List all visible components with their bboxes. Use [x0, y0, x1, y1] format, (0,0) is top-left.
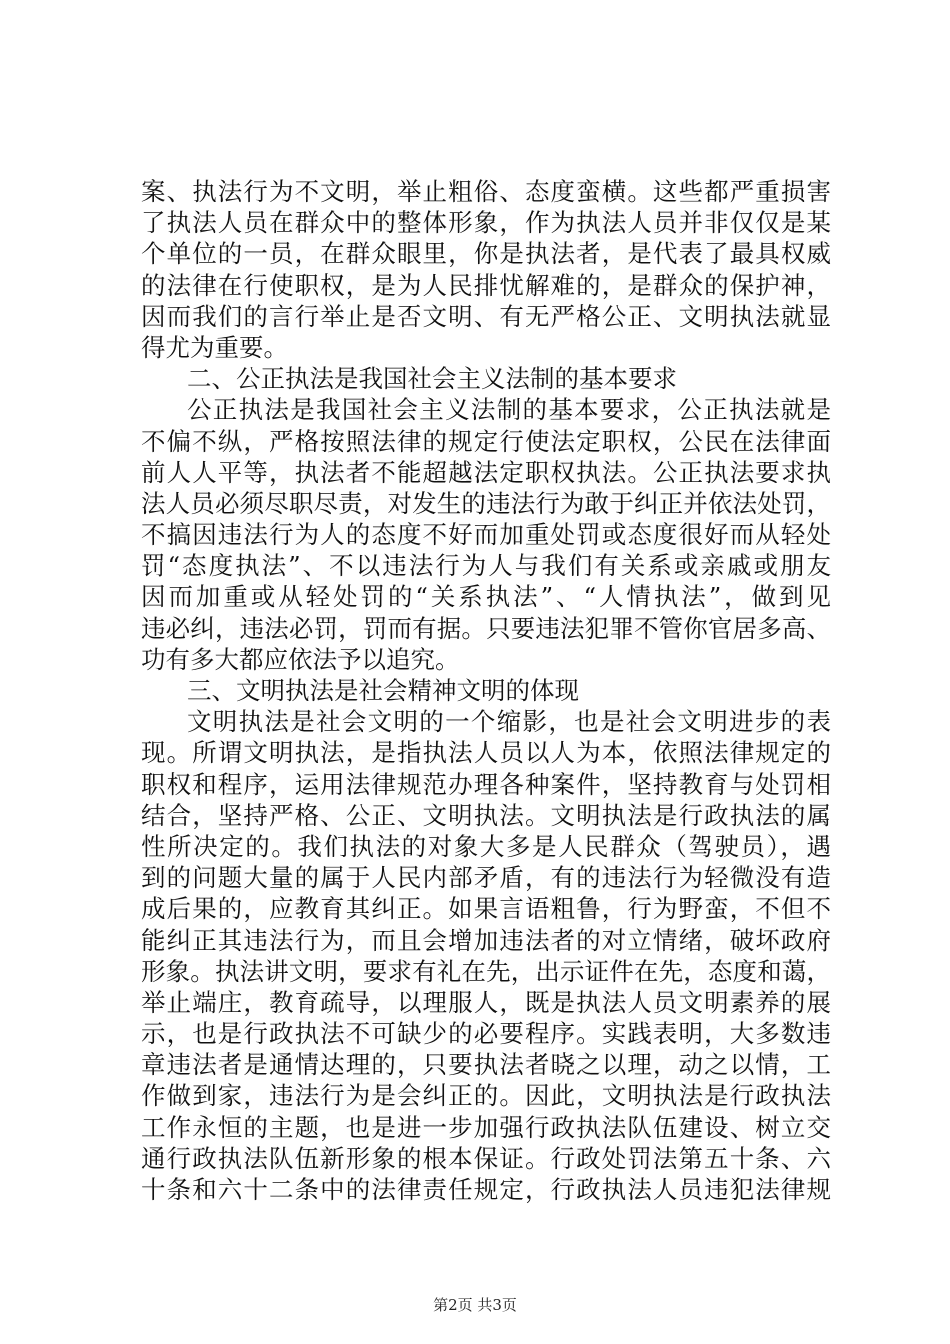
text-line: 文明执法是社会文明的一个缩影，也是社会文明进步的表 [187, 707, 831, 737]
text-line: 前人人平等，执法者不能超越法定职权执法。公正执法要求执 [141, 457, 831, 487]
text-line: 职权和程序，运用法律规范办理各种案件，坚持教育与处罚相 [141, 769, 831, 799]
page-footer: 第2页 共3页 [433, 1296, 517, 1314]
text-line: 十条和六十二条中的法律责任规定，行政执法人员违犯法律规 [141, 1175, 831, 1204]
text-line: 不搞因违法行为人的态度不好而加重处罚或态度很好而从轻处 [141, 520, 831, 550]
text-line: 得尤为重要。 [141, 332, 288, 362]
text-line: 法人员必须尽职尽责，对发生的违法行为敢于纠正并依法处罚， [141, 488, 831, 518]
text-line: 现。所谓文明执法，是指执法人员以人为本，依照法律规定的 [141, 738, 831, 768]
text-line: 违必纠，违法必罚，罚而有据。只要违法犯罪不管你官居多高、 [141, 613, 831, 643]
text-line: 因而加重或从轻处罚的“关系执法”、“人情执法”，做到见 [141, 582, 831, 612]
section-heading: 二、公正执法是我国社会主义法制的基本要求 [187, 364, 677, 394]
text-line: 个单位的一员，在群众眼里，你是执法者，是代表了最具权威 [141, 239, 831, 269]
text-line: 不偏不纵，严格按照法律的规定行使法定职权，公民在法律面 [141, 426, 831, 456]
text-line: 形象。执法讲文明，要求有礼在先，出示证件在先，态度和蔼， [141, 956, 831, 986]
text-line: 公正执法是我国社会主义法制的基本要求，公正执法就是 [187, 395, 831, 425]
text-line: 了执法人员在群众中的整体形象，作为执法人员并非仅仅是某 [141, 208, 831, 238]
text-line: 到的问题大量的属于人民内部矛盾，有的违法行为轻微没有造 [141, 863, 831, 893]
text-line: 成后果的，应教育其纠正。如果言语粗鲁，行为野蛮，不但不 [141, 894, 831, 924]
text-line: 的法律在行使职权，是为人民排忧解难的，是群众的保护神， [141, 270, 831, 300]
section-heading: 三、文明执法是社会精神文明的体现 [187, 676, 579, 705]
text-line: 案、执法行为不文明，举止粗俗、态度蛮横。这些都严重损害 [141, 177, 831, 206]
text-line: 性所决定的。我们执法的对象大多是人民群众（驾驶员），遇 [141, 831, 831, 861]
text-line: 举止端庄，教育疏导，以理服人，既是执法人员文明素养的展 [141, 987, 831, 1017]
text-line: 示，也是行政执法不可缺少的必要程序。实践表明，大多数违 [141, 1019, 831, 1049]
text-line: 结合，坚持严格、公正、文明执法。文明执法是行政执法的属 [141, 800, 831, 830]
text-line: 通行政执法队伍新形象的根本保证。行政处罚法第五十条、六 [141, 1143, 831, 1173]
text-line: 工作永恒的主题，也是进一步加强行政执法队伍建设、树立交 [141, 1112, 831, 1142]
text-line: 功有多大都应依法予以追究。 [141, 644, 460, 674]
document-body [141, 176, 831, 1205]
text-line: 能纠正其违法行为，而且会增加违法者的对立情绪，破坏政府 [141, 925, 831, 955]
text-line: 因而我们的言行举止是否文明、有无严格公正、文明执法就显 [141, 301, 831, 331]
text-line: 章违法者是通情达理的，只要执法者晓之以理，动之以情，工 [141, 1050, 831, 1080]
text-line: 罚“态度执法”、不以违法行为人与我们有关系或亲戚或朋友 [141, 551, 831, 581]
text-line: 作做到家，违法行为是会纠正的。因此，文明执法是行政执法 [141, 1081, 831, 1111]
